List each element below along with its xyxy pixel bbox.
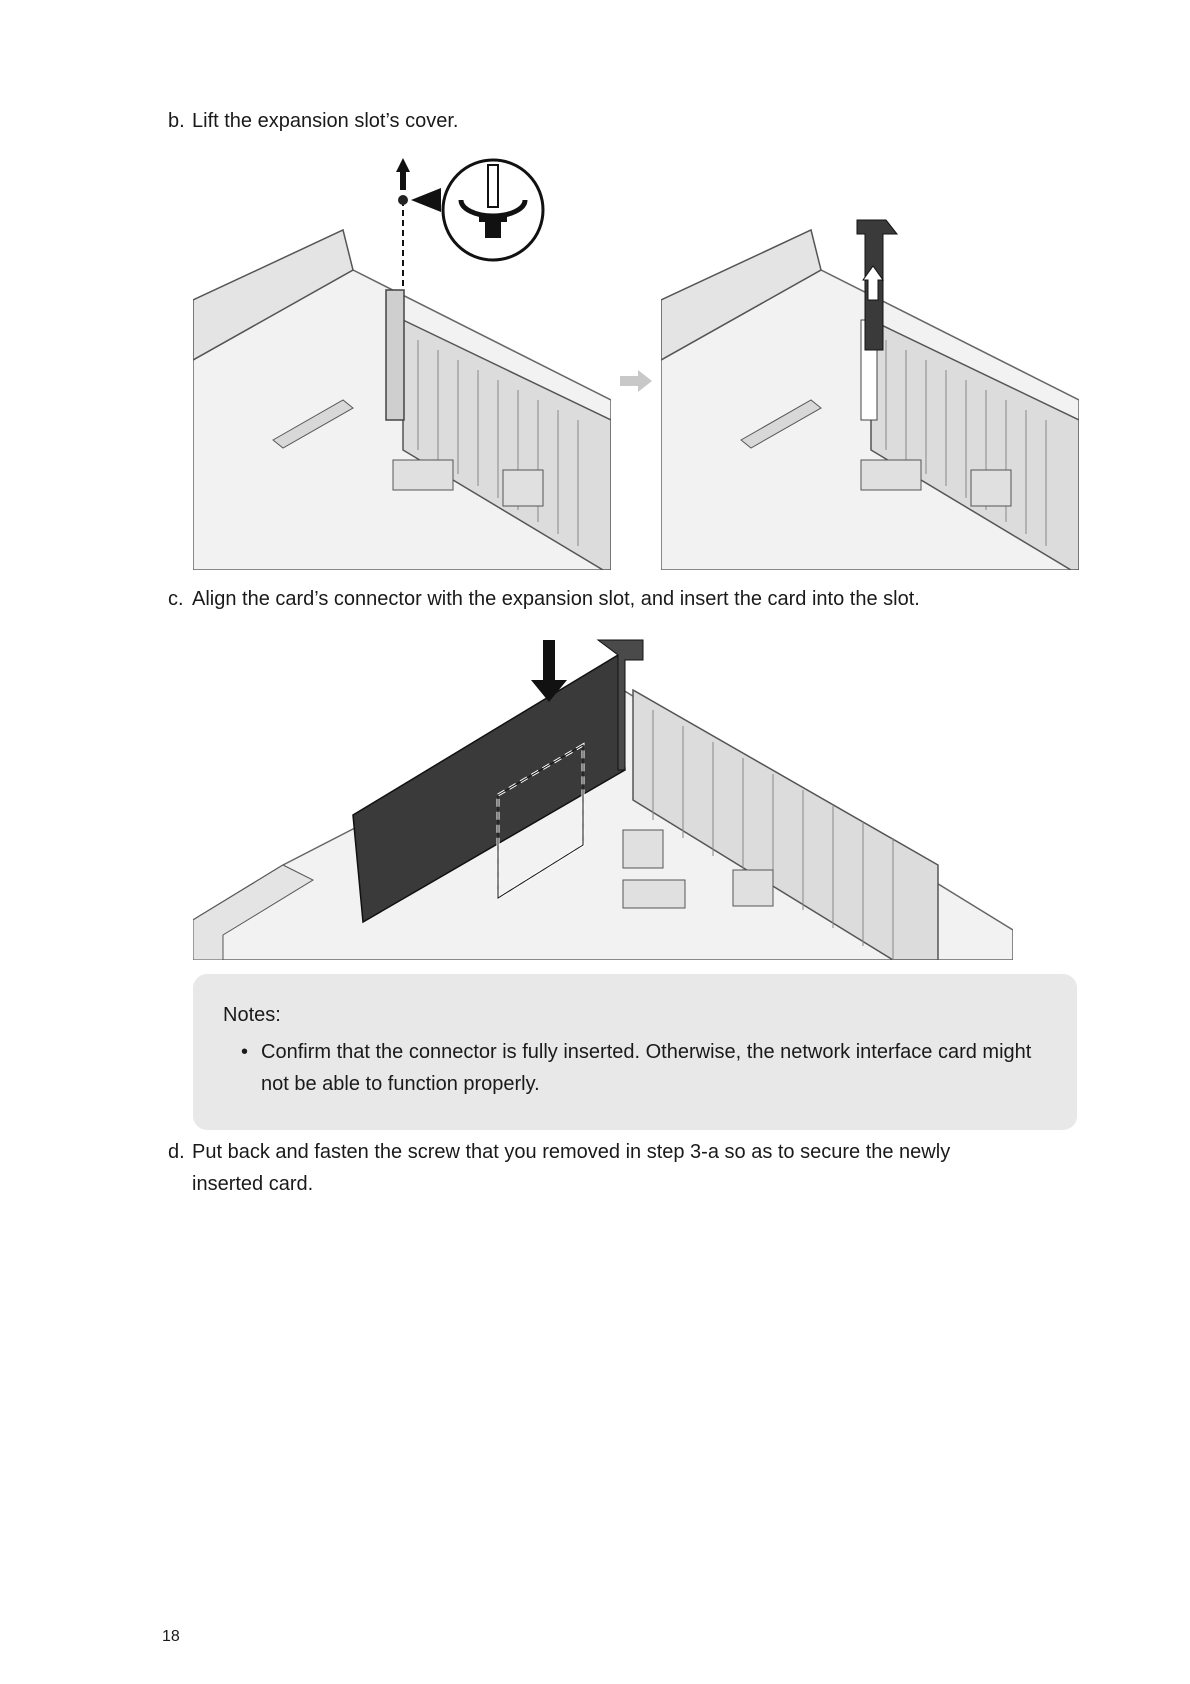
step-d-marker: d. bbox=[168, 1141, 185, 1163]
step-d-text-line1: Put back and fasten the screw that you removed in step 3-a so as to secure the newly bbox=[192, 1141, 951, 1163]
notes-item: • Confirm that the connector is fully inserted. Otherwise, the network interface card might not be able to function properly. bbox=[223, 1036, 1053, 1100]
step-d-text-line2: inserted card. bbox=[192, 1173, 314, 1195]
step-b bbox=[168, 105, 458, 137]
illustration-lift-cover bbox=[661, 210, 1079, 570]
step-c-marker: c. bbox=[168, 588, 184, 610]
notes-title: Notes: bbox=[223, 1004, 281, 1026]
page-number: 18 bbox=[162, 1628, 180, 1645]
next-arrow-icon bbox=[620, 370, 652, 392]
step-b-text: Lift the expansion slot’s cover. bbox=[192, 110, 459, 132]
illustration-insert-card bbox=[193, 630, 1013, 960]
illustration-remove-screw bbox=[193, 150, 611, 570]
notes-list bbox=[223, 1036, 1053, 1100]
notes-box bbox=[193, 974, 1077, 1130]
step-c bbox=[168, 583, 920, 615]
step-b-marker: b. bbox=[168, 110, 185, 132]
step-c-text: Align the card’s connector with the expansion slot, and insert the card into the slot. bbox=[192, 588, 920, 610]
step-d bbox=[168, 1136, 1068, 1200]
